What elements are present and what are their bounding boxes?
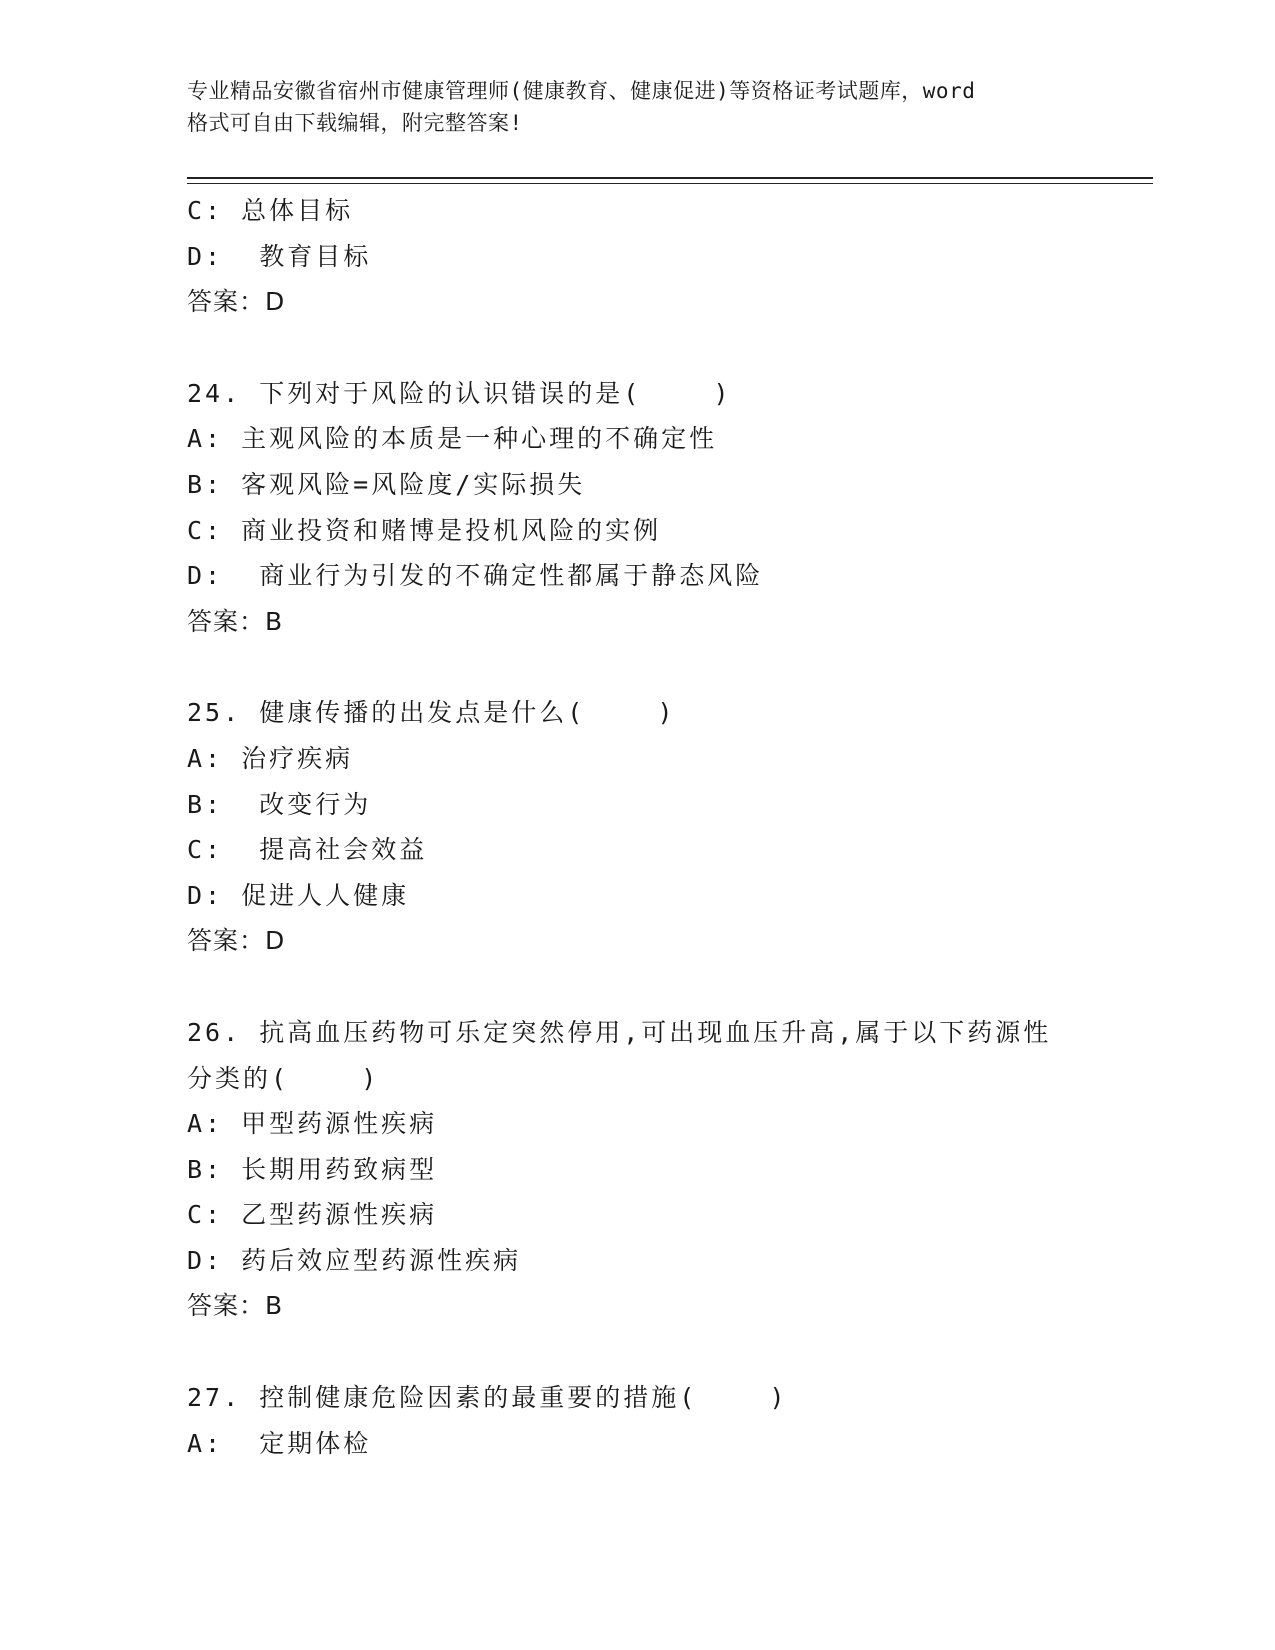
option-a: A: 治疗疾病 [187, 743, 354, 773]
option-d: D: 商业行为引发的不确定性都属于静态风险 [187, 561, 764, 591]
spacer [187, 964, 1087, 1010]
question-24 [187, 371, 1087, 645]
spacer [187, 1329, 1087, 1375]
document-header [187, 75, 1087, 139]
answer: 答案：B [187, 1291, 284, 1321]
header-divider-thick [187, 177, 1153, 179]
option-a: A: 主观风险的本质是一种心理的不确定性 [187, 424, 718, 454]
option-d: D: 教育目标 [187, 241, 372, 271]
option-c: C: 商业投资和赌博是投机风险的实例 [187, 515, 662, 545]
option-b: B: 客观风险=风险度/实际损失 [187, 469, 586, 499]
question-stem: 26. 抗高血压药物可乐定突然停用,可出现血压升高,属于以下药源性 [187, 1017, 1052, 1047]
answer: 答案：D [187, 926, 286, 956]
question-25 [187, 690, 1087, 964]
option-c: C: 提高社会效益 [187, 835, 428, 865]
spacer [187, 644, 1087, 690]
question-26 [187, 1010, 1087, 1329]
option-d: D: 促进人人健康 [187, 880, 410, 910]
spacer [187, 325, 1087, 371]
question-stem: 24. 下列对于风险的认识错误的是( ) [187, 378, 732, 408]
answer: 答案：D [187, 287, 286, 317]
question-23-tail [187, 188, 1087, 325]
option-b: B: 改变行为 [187, 789, 372, 819]
option-a: A: 定期体检 [187, 1428, 372, 1458]
header-line-1: 专业精品安徽省宿州市健康管理师(健康教育、健康促进)等资格证考试题库，word [187, 79, 976, 103]
question-stem-continued: 分类的( ) [187, 1063, 380, 1093]
question-stem: 27. 控制健康危险因素的最重要的措施( ) [187, 1383, 788, 1413]
option-d: D: 药后效应型药源性疾病 [187, 1245, 522, 1275]
option-b: B: 长期用药致病型 [187, 1154, 438, 1184]
header-divider-thin [187, 183, 1153, 184]
question-stem: 25. 健康传播的出发点是什么( ) [187, 698, 676, 728]
option-c: C: 总体目标 [187, 196, 354, 225]
question-27 [187, 1375, 1087, 1466]
option-a: A: 甲型药源性疾病 [187, 1109, 438, 1139]
question-list [187, 188, 1087, 1466]
answer: 答案：B [187, 606, 284, 636]
header-line-2: 格式可自由下载编辑，附完整答案! [187, 111, 523, 135]
option-c: C: 乙型药源性疾病 [187, 1200, 438, 1230]
